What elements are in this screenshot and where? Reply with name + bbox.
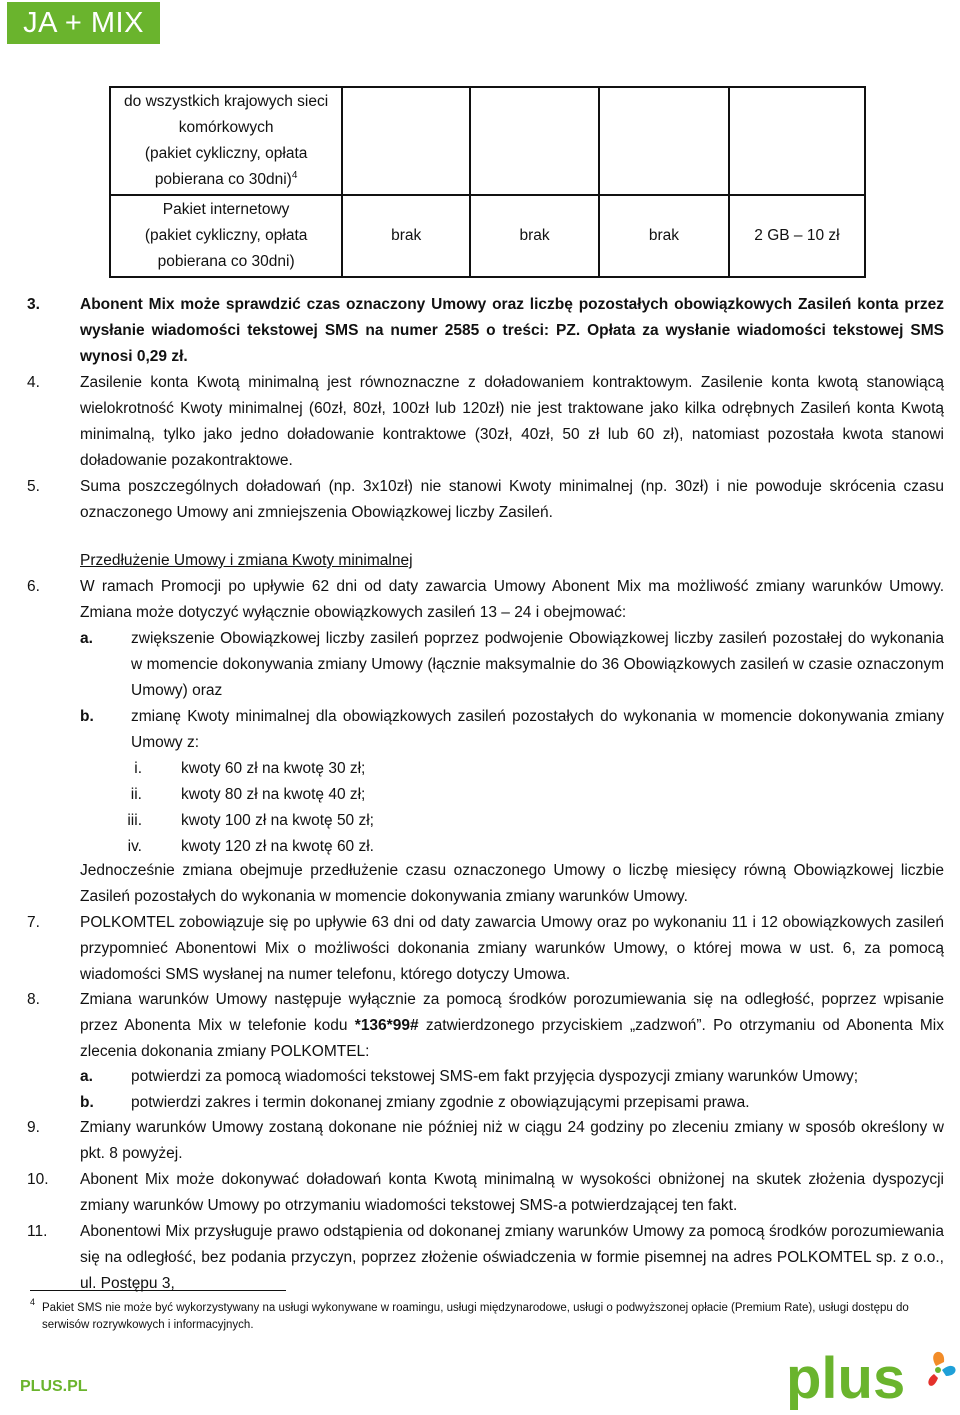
footnote-text: Pakiet SMS nie może być wykorzystywany na usługi wykonywane w roamingu, usługi międzynarodowe, usługi o podwyższonej opłacie (Premium Rate), usługi dostępu do serwisów rozrywkowych i informacyjnych. (42, 1302, 909, 1331)
table-cell (470, 87, 599, 195)
item-number: 3. (27, 296, 40, 313)
plus-logo (786, 1346, 958, 1412)
plus-logo-text: plus (786, 1346, 906, 1411)
footnote-divider (30, 1290, 286, 1291)
item-text: POLKOMTEL zobowiązuje się po upływie 63 dni od daty zawarcia Umowy oraz po wykonaniu 11 i 12 obowiązkowych zasileń przypomnieć Abonentowi Mix o możliwości dokonania zmiany warunków Umowy, o której mowa w ust. 6, za pomocą wiadomości SMS wysłanej na numer telefonu, którego dotyczy Umowa. (80, 914, 944, 983)
table-row (110, 195, 865, 277)
table-cell (599, 87, 729, 195)
table-cell (342, 87, 470, 195)
item-text: Zasilenie konta Kwotą minimalną jest równoznaczne z doładowaniem kontraktowym. Zasilenie konta kwotą stanowiącą wielokrotność Kwoty minimalnej (60zł, 80zł, 100zł lub 120zł) nie jest traktowane jako kilka odrębnych Zasileń konta Kwotą minimalną, tylko jako jedno doładowanie kontraktowe (30zł, 40zł, 50 zł lub 60 zł), natomiast pozostała kwota stanowi doładowanie pozakontraktowe. (80, 374, 944, 469)
plus-flower-icon (928, 1352, 955, 1386)
item-number: 6. (27, 578, 40, 595)
package-table (109, 86, 866, 278)
roman-numeral: iv. (127, 838, 142, 855)
roman-text: kwoty 60 zł na kwotę 30 zł; (181, 760, 366, 777)
item-text: Abonent Mix może sprawdzić czas oznaczony Umowy oraz liczbę pozostałych obowiązkowych Zasileń konta przez wysłanie wiadomości tekstowej SMS na numer 2585 o treści: PZ. Opłata za wysłanie wiadomości tekstowej SMS wynosi 0,29 zł. (80, 296, 944, 365)
sub-item-letter: b. (80, 1094, 94, 1111)
sub-item-text: zmianę Kwoty minimalnej dla obowiązkowych zasileń pozostałych do wykonania w momencie dokonywania zmiany Umowy z: (131, 708, 944, 751)
roman-text: kwoty 120 zł na kwotę 60 zł. (181, 838, 374, 855)
table-row (110, 87, 865, 195)
footnote-ref: 4 (291, 169, 298, 181)
item-closing-text: Jednocześnie zmiana obejmuje przedłużenie czasu oznaczonego Umowy o liczbę miesięcy równą Obowiązkowej liczbie Zasileń pozostałych do wykonania w momencie dokonywania zmiany warunków Umowy. (80, 862, 944, 905)
footnote-number: 4 (30, 1297, 36, 1307)
item-number: 4. (27, 374, 40, 391)
roman-numeral: ii. (130, 786, 142, 803)
roman-text: kwoty 80 zł na kwotę 40 zł; (181, 786, 366, 803)
item-number: 5. (27, 478, 40, 495)
item-number: 9. (27, 1119, 40, 1136)
table-cell-label: Pakiet internetowy (pakiet cykliczny, opłata pobierana co 30dni) (110, 195, 342, 277)
item-text: Abonent Mix może dokonywać doładowań konta Kwotą minimalną w wysokości obniżonej na skutek złożenia dyspozycji zmiany warunków Umowy po otrzymaniu wiadomości tekstowej SMS-a potwierdzającej ten fakt. (80, 1171, 944, 1214)
sub-item-letter: b. (80, 708, 94, 725)
ussd-code: *136*99# (354, 1017, 419, 1034)
roman-numeral: iii. (127, 812, 142, 829)
website-link[interactable]: PLUS.PL (20, 1378, 88, 1395)
item-number: 8. (27, 991, 40, 1008)
roman-text: kwoty 100 zł na kwotę 50 zł; (181, 812, 374, 829)
sub-item-text: zwiększenie Obowiązkowej liczby zasileń poprzez podwojenie Obowiązkowej liczby zasileń pozostałej do wykonania w momencie dokonywania zmiany Umowy (łącznie maksymalnie do 36 Obowiązkowych zasileń w czasie oznaczonym Umowy) oraz (131, 630, 944, 699)
sub-item-letter: a. (80, 630, 93, 647)
document-badge: JA + MIX (7, 2, 160, 44)
roman-numeral: i. (134, 760, 142, 777)
item-number: 10. (27, 1171, 49, 1188)
section-heading: Przedłużenie Umowy i zmiana Kwoty minimalnej (80, 552, 413, 569)
item-text: Zmiana warunków Umowy następuje wyłącznie za pomocą środków porozumiewania się na odległość, poprzez wpisanie przez Abonenta Mix w telefonie kodu *136*99# zatwierdzonego przyciskiem „zadzwoń”. Po otrzymaniu od Abonenta Mix zlecenia dokonania zmiany POLKOMTEL: (80, 991, 944, 1060)
item-number: 7. (27, 914, 40, 931)
sub-item-text: potwierdzi zakres i termin dokonanej zmiany zgodnie z obowiązującymi przepisami prawa. (131, 1094, 750, 1111)
table-cell: 2 GB – 10 zł (729, 195, 865, 277)
item-text: Abonentowi Mix przysługuje prawo odstąpienia od dokonanej zmiany warunków Umowy za pomocą środków porozumiewania się na odległość, bez podania przyczyn, poprzez złożenie oświadczenia w formie pisemnej na adres POLKOMTEL sp. z o.o., ul. Postępu 3, (80, 1223, 944, 1292)
table-cell (729, 87, 865, 195)
item-text: Zmiany warunków Umowy zostaną dokonane nie później niż w ciągu 24 godziny po zleceniu zmiany w sposób określony w pkt. 8 powyżej. (80, 1119, 944, 1162)
item-number: 11. (27, 1223, 48, 1240)
table-cell: brak (599, 195, 729, 277)
sub-item-letter: a. (80, 1068, 93, 1085)
table-cell: brak (470, 195, 599, 277)
table-cell: brak (342, 195, 470, 277)
item-text: Suma poszczególnych doładowań (np. 3x10zł) nie stanowi Kwoty minimalnej (np. 30zł) i nie powoduje skrócenia czasu oznaczonego Umowy ani zmniejszenia Obowiązkowej liczby Zasileń. (80, 478, 944, 521)
sub-item-text: potwierdzi za pomocą wiadomości tekstowej SMS-em fakt przyjęcia dyspozycji zmiany warunków Umowy; (131, 1068, 859, 1085)
table-cell-label: do wszystkich krajowych sieci komórkowych (pakiet cykliczny, opłata pobierana co 30dni)$^4$ (110, 87, 342, 195)
item-text: W ramach Promocji po upływie 62 dni od daty zawarcia Umowy Abonent Mix ma możliwość zmiany warunków Umowy. Zmiana może dotyczyć wyłącznie obowiązkowych zasileń 13 – 24 i obejmować: (80, 578, 944, 621)
